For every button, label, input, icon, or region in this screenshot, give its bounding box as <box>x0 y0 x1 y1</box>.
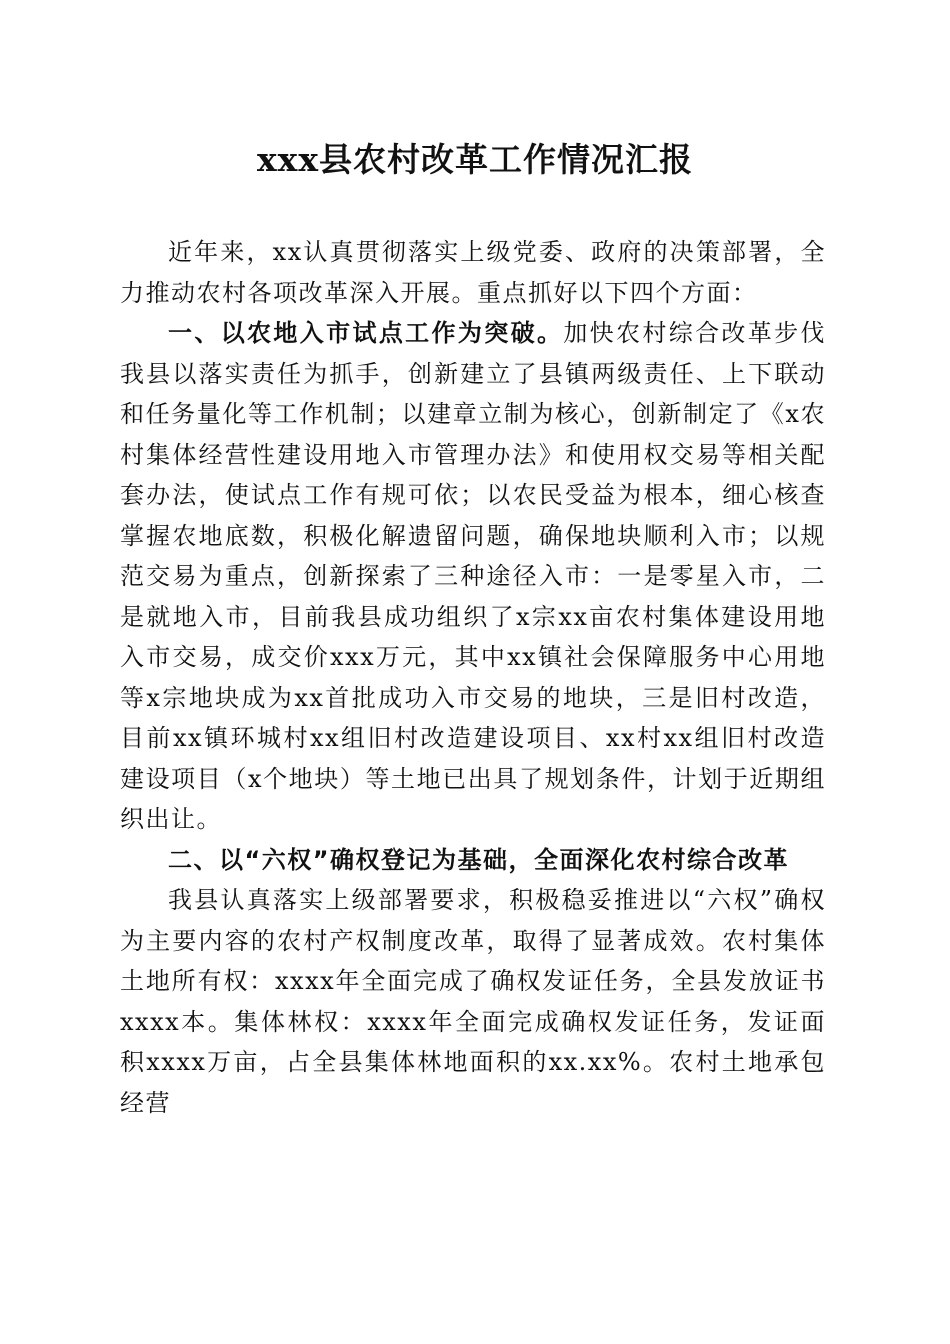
section-1-body: 加快农村综合改革步伐我县以落实责任为抓手，创新建立了县镇两级责任、上下联动和任务量化等工作机制；以建章立制为核心，创新制定了《x农村集体经营性建设用地入市管理办法》和使用权交易等相关配套办法，使试点工作有规可依；以农民受益为根本，细心核查掌握农地底数，积极化解遗留问题，确保地块顺利入市；以规范交易为重点，创新探索了三种途径入市：一是零星入市，二是就地入市，目前我县成功组织了x宗xx亩农村集体建设用地入市交易，成交价xxx万元，其中xx镇社会保障服务中心用地等x宗地块成为xx首批成功入市交易的地块，三是旧村改造，目前xx镇环城村xx组旧村改造建设项目、xx村xx组旧村改造建设项目（x个地块）等土地已出具了规划条件，计划于近期组织出让。 <box>120 319 826 833</box>
section-1-paragraph <box>120 313 826 840</box>
document-title: xxx县农村改革工作情况汇报 <box>256 140 694 179</box>
document-body <box>120 232 826 1123</box>
intro-paragraph: 近年来，xx认真贯彻落实上级党委、政府的决策部署，全力推动农村各项改革深入开展。重点抓好以下四个方面： <box>120 238 826 307</box>
section-2-paragraph: 我县认真落实上级部署要求，积极稳妥推进以“六权”确权为主要内容的农村产权制度改革，取得了显著成效。农村集体土地所有权：xxxx年全面完成了确权发证任务，全县发放证书xxxx本。集体林权：xxxx年全面完成确权发证任务，发证面积xxxx万亩，占全县集体林地面积的xx.xx%。农村土地承包经营 <box>120 886 826 1117</box>
section-1-heading: 一、以农地入市试点工作为突破。 <box>168 319 564 347</box>
section-2-heading: 二、以“六权”确权登记为基础，全面深化农村综合改革 <box>168 845 790 874</box>
